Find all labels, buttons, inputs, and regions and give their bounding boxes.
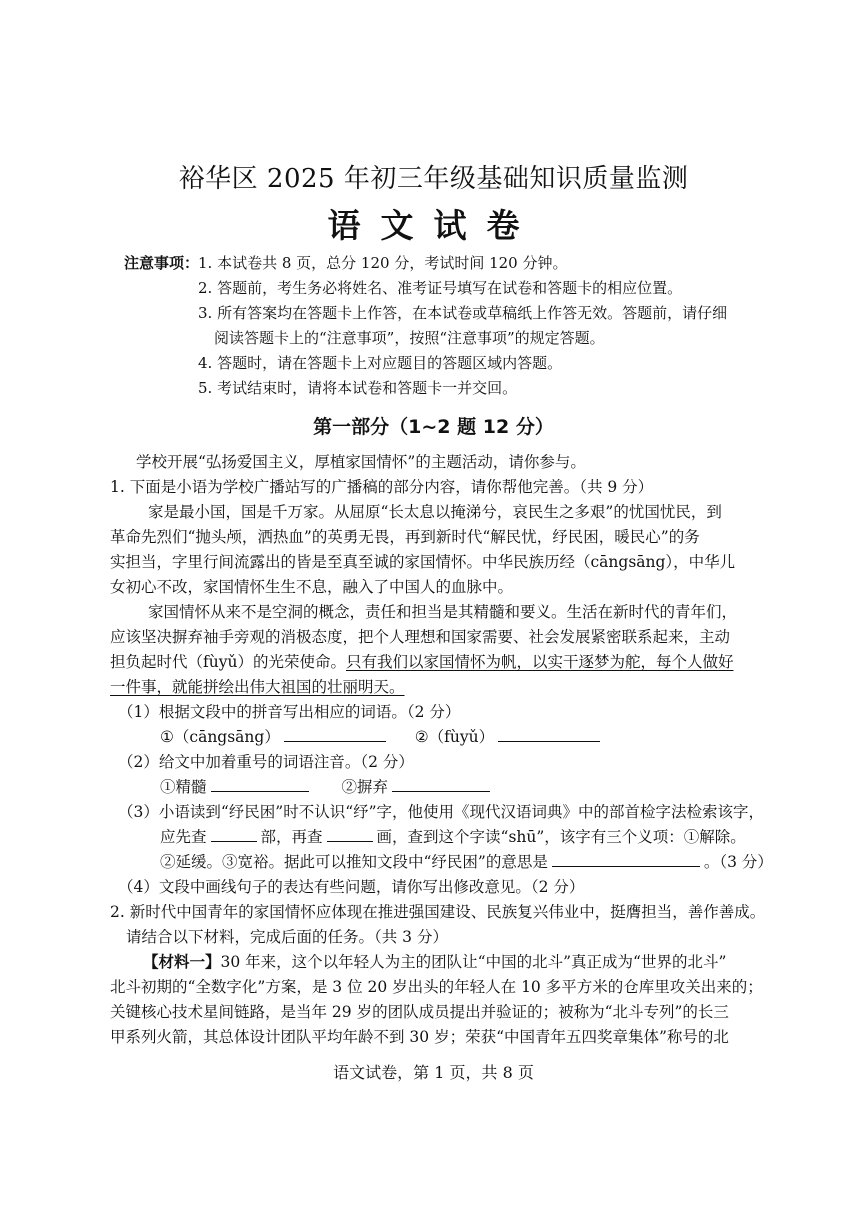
answer-blank[interactable] (392, 777, 490, 792)
note-item: 3. 所有答案均在答题卡上作答，在本试卷或草稿纸上作答无效。答题前，请仔细 (198, 304, 728, 322)
note-item: 2. 答题前，考生务必将姓名、准考证号填写在试卷和答题卡的相应位置。 (198, 279, 683, 297)
answer-line: ①精髓 ②摒弃 (160, 775, 494, 797)
answer-blank[interactable] (211, 777, 309, 792)
material-line: 关键核心技术星间链路，是当年 29 岁的团队成员提出并验证的；被称为“北斗专列”的长三 (110, 1003, 729, 1021)
sub-question-2: （2）给文中加着重号的词语注音。（2 分） (118, 753, 414, 771)
answer-blank[interactable] (327, 827, 373, 842)
answer-blank[interactable] (211, 827, 257, 842)
material-1-line: 【材料一】30 年来，这个以年轻人为主的团队让“中国的北斗”真正成为“世界的北斗” (143, 952, 727, 971)
page-footer: 语文试卷，第 1 页，共 8 页 (333, 1063, 534, 1082)
passage-line: 革命先烈们“抛头颅，洒热血”的英勇无畏，再到新时代“解民忧，纾民困，暖民心”的务 (110, 528, 700, 546)
material-line: 甲系列火箭，其总体设计团队平均年龄不到 30 岁；荣获“中国青年五四奖章集体”称号的北 (110, 1028, 729, 1046)
note-item: 阅读答题卡上的“注意事项”，按照“注意事项”的规定答题。 (214, 329, 605, 347)
note-item: 4. 答题时，请在答题卡上对应题目的答题区域内答题。 (198, 354, 563, 372)
passage-line: 女初心不改，家国情怀生生不息，融入了中国人的血脉中。 (110, 578, 514, 596)
question-2-stem: 2. 新时代中国青年的家国情怀应体现在推进强国建设、民族复兴伟业中，挺膺担当，善作善成。 (110, 903, 766, 921)
sub-question-3-cont: 应先查 部，再查 画，查到这个字读“shū”，该字有三个义项：①解除。 (160, 828, 746, 846)
sub-question-1: （1）根据文段中的拼音写出相应的词语。（2 分） (118, 703, 461, 721)
note-item: 5. 考试结束时，请将本试卷和答题卡一并交回。 (198, 379, 518, 397)
part-heading: 第一部分（1~2 题 12 分） (313, 416, 554, 438)
material-1-label: 【材料一】 (143, 952, 221, 971)
question-1-stem: 1. 下面是小语为学校广播站写的广播稿的部分内容，请你帮他完善。（共 9 分） (110, 478, 654, 496)
sub-question-4: （4）文段中画线句子的表达有些问题，请你写出修改意见。（2 分） (118, 878, 585, 896)
passage-line: 实担当，字里行间流露出的皆是至真至诚的家国情怀。中华民族历经（cāngsāng），中华儿 (110, 553, 736, 571)
material-line: 北斗初期的“全数字化”方案，是 3 位 20 岁出头的年轻人在 10 多平方米的仓库里攻关出来的； (110, 978, 763, 996)
exam-subtitle: 语文试卷 (327, 206, 540, 245)
passage-line: 家是最小国，国是千万家。从屈原“长太息以掩涕兮，哀民生之多艰”的忧国忧民，到 (148, 503, 722, 521)
sub-question-3: （3）小语读到“纾民困”时不认识“纾”字，他使用《现代汉语词典》中的部首检字法检索该字， (118, 803, 765, 821)
answer-blank[interactable] (552, 852, 700, 867)
answer-line: ①（cāngsāng） ②（fùyǔ） (160, 725, 604, 747)
underlined-sentence: 一件事，就能拼绘出伟大祖国的壮丽明天。 (110, 678, 405, 696)
answer-blank[interactable] (498, 727, 600, 742)
section-intro: 学校开展“弘扬爱国主义，厚植家国情怀”的主题活动，请你参与。 (136, 453, 586, 471)
note-item: 1. 本试卷共 8 页，总分 120 分，考试时间 120 分钟。 (198, 254, 568, 272)
exam-title: 裕华区 2025 年初三年级基础知识质量监测 (178, 164, 689, 194)
passage-line: 家国情怀从来不是空洞的概念，责任和担当是其精髓和要义。生活在新时代的青年们， (148, 603, 738, 621)
passage-line (110, 650, 733, 672)
underlined-sentence: 只有我们以家国情怀为帆，以实干逐梦为舵，每个人做好 (345, 653, 734, 671)
passage-line: 应该坚决摒弃袖手旁观的消极态度，把个人理想和国家需要、社会发展紧密联系起来，主动 (110, 628, 731, 646)
passage-text: 担负起时代（fùyǔ）的光荣使命。 (110, 653, 346, 671)
question-2-stem: 请结合以下材料，完成后面的任务。（共 3 分） (126, 928, 448, 946)
sub-question-3-cont: ②延缓。③宽裕。据此可以推知文段中“纾民困”的意思是 。（3 分） (160, 853, 773, 871)
notes-label: 注意事项： (124, 254, 200, 272)
answer-blank[interactable] (284, 727, 386, 742)
